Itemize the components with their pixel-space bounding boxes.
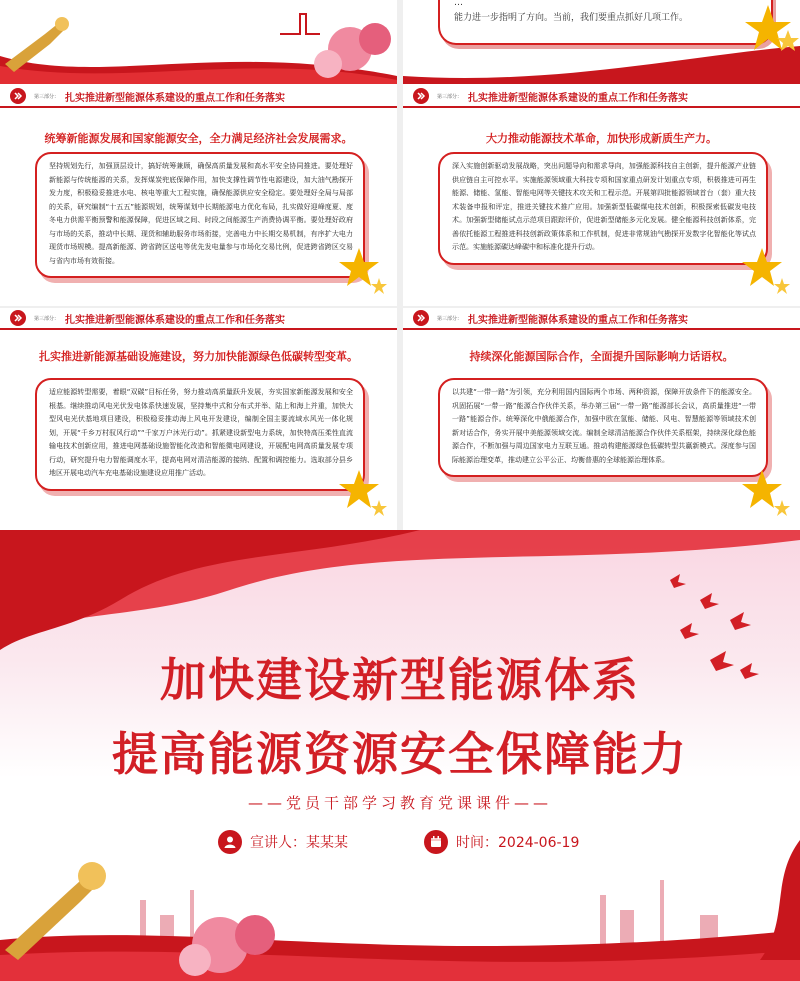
peony-flowers-decoration	[280, 4, 397, 84]
section-label: 第三部分：	[437, 315, 463, 322]
cover-title-line-2: 提高能源资源安全保障能力	[112, 727, 688, 781]
content-text: 以共建“一带一路”为引领，充分利用国内国际两个市场、两种资源，保障开放条件下的能源安全。巩固拓展“一带一路”能源合作伙伴关系，举办第三届“一带一路”能源部长会议，高质量推进“一带一路”能源合作。统筹深化中俄能源合作，加强中欧在氢能、储能、风电、智慧能源等领域技术创新对话合作，务实开展中美能源领域交流。编制全球清洁能源合作伙伴关系框架，持续深化绿色能源合作，不断加强与周边国家电力互联互通。推动构建能源绿色低碳转型共赢新模式。深度参与国际能源治理变革，推动建立公平公正、均衡普惠的全球能源治理体系。	[452, 388, 756, 464]
section-title: 扎实推进新型能源体系建设的重点工作和任务落实	[65, 92, 286, 104]
trumpet-icon	[0, 14, 70, 74]
section-title: 扎实推进新型能源体系建设的重点工作和任务落实	[65, 314, 286, 326]
cover-slide	[0, 530, 800, 981]
slide-header	[403, 308, 800, 330]
section-label: 第三部分：	[34, 93, 60, 100]
content-card	[35, 378, 365, 491]
chevron-right-icon	[10, 88, 26, 104]
top-card-text-2: 能力进一步指明了方向。当前，我们要重点抓好几项工作。	[454, 13, 689, 23]
chevron-right-icon	[10, 310, 26, 326]
person-icon	[218, 830, 242, 854]
peony-flowers-decoration	[170, 890, 290, 980]
slide-subtitle: 大力推动能源技术革命，加快形成新质生产力。	[486, 132, 717, 145]
chevron-right-icon	[413, 310, 429, 326]
red-flag-decoration	[730, 840, 800, 960]
content-card	[438, 152, 768, 265]
top-left-slide-fragment	[0, 0, 397, 84]
section-title: 扎实推进新型能源体系建设的重点工作和任务落实	[468, 92, 689, 104]
cover-subtitle: ——党员干部学习教育党课课件——	[247, 794, 552, 812]
trumpet-icon	[0, 850, 110, 960]
slide-subtitle: 持续深化能源国际合作，全面提升国际影响力话语权。	[469, 350, 734, 363]
section-title: 扎实推进新型能源体系建设的重点工作和任务落实	[468, 314, 689, 326]
slide-header	[0, 308, 397, 330]
speaker-info	[218, 830, 348, 854]
slide-subtitle: 统筹新能源发展和国家能源安全，全力满足经济社会发展需求。	[44, 132, 353, 145]
slide-1	[0, 86, 397, 306]
date-info	[424, 830, 579, 854]
cover-title-line-1: 加快建设新型能源体系	[160, 653, 640, 707]
slide-header	[0, 86, 397, 108]
city-skyline-ribbon-decoration	[0, 860, 800, 981]
top-content-card	[438, 0, 773, 45]
section-label: 第三部分：	[34, 315, 60, 322]
top-card-text: …	[454, 0, 463, 8]
gold-stars-icon	[733, 0, 800, 60]
content-card	[35, 152, 365, 278]
date-label: 时间：2024-06-19	[456, 835, 580, 851]
slide-3	[0, 308, 397, 528]
content-text: 深入实施创新驱动发展战略，突出问题导向和需求导向，加强能源科技自主创新，提升能源产业链供应链自主可控水平。实施能源领域重大科技专项和国家重点研发计划重点专项，积极推进可再生能源、储能、氢能、智能电网等关键技术攻关和工程示范。开展第四批能源领域首台（套）重大技术装备申报和评定，推进关键技术推广应用。加强新型低碳煤电技术创新，积极探索低碳发电技术。加强新型储能试点示范项目跟踪评价，促进新型储能多元化发展。健全能源科技创新体系，完善依托能源工程推进科技创新政策体系和工作机制，促进非常规油气勘探开发数字化智能化等试点示范。实施能源碳达峰碳中和标准化提升行动。	[452, 162, 756, 251]
content-card	[438, 378, 768, 477]
content-text: 适应能源转型需要，着眼“双碳”目标任务，努力推动高质量跃升发展，夯实国家新能源发展和安全根基。继续推动风电光伏发电体系快速发展，坚持集中式和分布式并举、陆上和海上并重，加快大型风电光伏基地项目建设，积极稳妥推动海上风电开发建设，编制全国主要流域水风光一体化规划，开展“千乡万村驭风行动”“千家万户沐光行动”。抓紧建设新型电力系统，加快特高压柔性直流输电技术创新应用，推进电网基础设施智能化改造和智能微电网建设，开展配电网高质量发展专项行动，研究提升电力智能调度水平，提高电网对清洁能源的接纳、配置和调控能力。选取部分县乡地区开展电动汽车充电基础设施建设应用推广活动。	[49, 388, 353, 477]
slide-2	[403, 86, 800, 306]
top-right-slide-fragment	[403, 0, 800, 84]
gold-stars-icon	[329, 240, 389, 300]
speaker-label: 宣讲人：某某某	[250, 835, 348, 851]
section-label: 第三部分：	[437, 93, 463, 100]
gold-stars-icon	[732, 462, 792, 522]
slide-subtitle: 扎实推进新能源基础设施建设，努力加快能源绿色低碳转型变革。	[39, 350, 358, 363]
slide-4	[403, 308, 800, 528]
gold-stars-icon	[732, 240, 792, 300]
content-text: 坚持规划先行，加强顶层设计，搞好统筹兼顾，确保高质量发展和高水平安全协同推进。要处理好新能源与传统能源的关系，发挥煤炭兜底保障作用，加快支撑性调节性电源建设，加大油气勘探开发力度，积极稳妥推进水电、核电等重大工程实施，确保能源供应安全稳定。要处理好全局与局部的关系，研究编制“十五五”能源规划，统筹谋划中长期能源电力优化布局，扎实做好迎峰度夏、度冬电力供需平衡预警和能源保障，促进区域之间、时段之间能源生产消费协调平衡。要处理好政府与市场的关系，推动中长期、现货和辅助服务市场衔接，完善电力中长期交易机制，有序扩大电力现货市场规模。提高新能源、跨省跨区送电等优先发电量参与市场化交易比例，促进跨省跨区交易与省内市场有效衔接。	[49, 162, 353, 265]
calendar-icon	[424, 830, 448, 854]
gold-stars-icon	[329, 462, 389, 522]
chevron-right-icon	[413, 88, 429, 104]
slide-header	[403, 86, 800, 108]
